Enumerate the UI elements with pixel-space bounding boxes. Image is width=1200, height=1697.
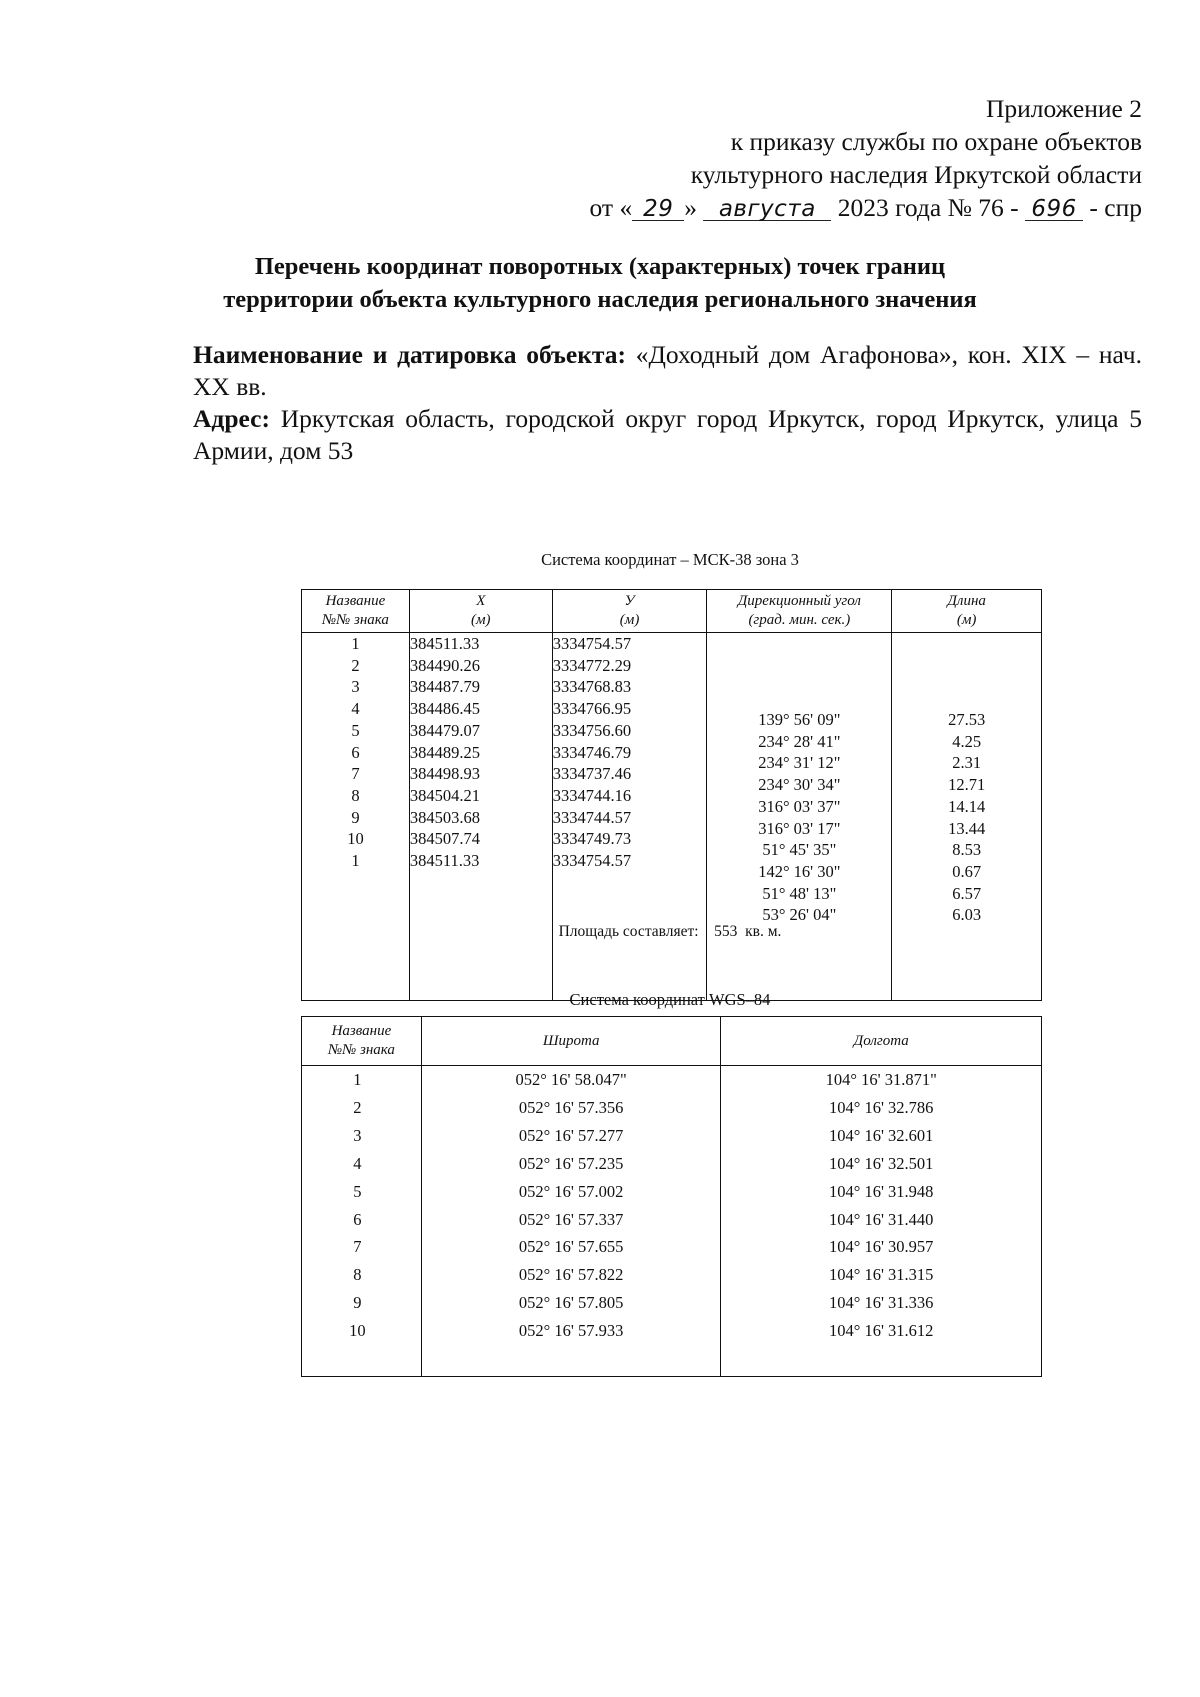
cell-value: 3334744.57 [552,807,632,827]
cell-value: 384511.33 [409,634,480,653]
cell-value: 384498.93 [409,764,480,784]
cell-value: 2.31 [952,753,982,773]
cell-value: 51° 48' 13" [762,883,837,903]
date-mid: » [684,193,697,222]
cell-value: 3334754.57 [552,634,632,653]
appendix-line-4 [590,191,1142,224]
cell-value: 384489.25 [409,742,480,762]
cell-value: 104° 16' 31.440 [828,1209,934,1229]
cell-value: 316° 03' 17" [758,818,841,838]
cell-value: 3 [353,1125,362,1145]
cell-value: 3334768.83 [552,677,632,697]
object-address-value: Иркутская область, городской округ город Иркутск, город Иркутск, улица 5 Армии, дом 53 [193,404,1142,465]
cell-value: 5 [351,720,360,740]
cell-value: 8 [353,1265,362,1285]
cell-value: 3334746.79 [552,742,632,762]
cell-value: 316° 03' 37" [758,796,841,816]
cell-value: 104° 16' 32.786 [828,1097,934,1117]
cell-value: 9 [353,1293,362,1313]
col-header-latitude: Широта [421,1017,721,1066]
cell-value: 51° 45' 35" [762,840,837,860]
area-label: Площадь составляет: [558,923,699,940]
cell-value: 3 [351,677,360,697]
cell-value: 0.67 [952,861,982,881]
cell-value: 3334766.95 [552,699,632,719]
angle-column [707,633,892,1001]
cell-value: 104° 16' 31.315 [828,1265,934,1285]
order-suffix: - спр [1089,193,1142,222]
table-header-row [302,1017,1042,1066]
cell-value: 052° 16' 58.047" [515,1070,627,1089]
cell-value: 052° 16' 57.822 [518,1265,624,1285]
table-row [302,1066,1042,1377]
cell-value: 53° 26' 04" [762,905,837,925]
cell-value: 9 [351,807,360,827]
cell-value: 052° 16' 57.655 [518,1237,624,1257]
cell-value: 2 [353,1097,362,1117]
cell-value: 234° 28' 41" [758,731,841,751]
cell-value: 3334756.60 [552,720,632,740]
wgs84-coordinates-table [301,1016,1042,1377]
object-name-label: Наименование и датировка объекта: [193,340,627,369]
cell-value: 104° 16' 31.612 [828,1321,934,1341]
cell-value: 13.44 [948,818,986,838]
cell-value: 384504.21 [409,785,480,805]
col-header-angle: Дирекционный угол (град. мин. сек.) [707,590,892,633]
points-column [302,1066,422,1377]
appendix-line-1: Приложение 2 [986,94,1142,123]
object-address-label: Адрес: [193,404,270,433]
cell-value: 14.14 [948,796,986,816]
cell-value: 104° 16' 31.336 [828,1293,934,1313]
cell-value: 10 [347,829,364,849]
handwritten-month: августа [703,198,831,221]
length-column [892,633,1042,1001]
object-address [193,403,1142,467]
points-column [302,633,410,1001]
cell-value: 10 [349,1321,366,1341]
col-header-name: Название №№ знака [302,1017,422,1066]
cell-value: 384507.74 [409,829,480,849]
area-value: 553 [714,923,738,940]
cell-value: 1 [351,851,360,871]
order-year: 2023 года № 76 - [837,193,1019,222]
handwritten-order-number: 696 [1025,198,1083,221]
cell-value: 384479.07 [409,720,480,740]
cell-value: 4 [351,699,360,719]
title-line-2: территории объекта культурного наследия регионального значения [223,286,977,313]
cell-value: 3334754.57 [552,851,632,871]
latitude-column [421,1066,721,1377]
cell-value: 104° 16' 31.871" [825,1070,937,1089]
cell-value: 052° 16' 57.805 [518,1293,624,1313]
y-column [552,633,707,1001]
col-header-y: У (м) [552,590,707,633]
cell-value: 052° 16' 57.277 [518,1125,624,1145]
cell-value: 234° 30' 34" [758,775,841,795]
cell-value: 3334744.16 [552,785,632,805]
object-info [193,339,1142,467]
object-name [193,339,1142,403]
cell-value: 104° 16' 32.601 [828,1125,934,1145]
area-line [300,923,1040,941]
cell-value: 104° 16' 31.948 [828,1181,934,1201]
cell-value: 1 [353,1070,362,1089]
cell-value: 6.03 [952,905,982,925]
cell-value: 7 [353,1237,362,1257]
cell-value: 139° 56' 09" [758,710,841,729]
cell-value: 6 [353,1209,362,1229]
cell-value: 5 [353,1181,362,1201]
table-row [302,633,1042,1001]
cell-value: 384486.45 [409,699,480,719]
appendix-header [590,92,1142,224]
cell-value: 384490.26 [409,655,480,675]
cell-value: 052° 16' 57.235 [518,1153,624,1173]
cell-value: 384487.79 [409,677,480,697]
cell-value: 1 [351,634,360,653]
cell-value: 2 [351,655,360,675]
cell-value: 052° 16' 57.933 [518,1321,624,1341]
cell-value: 3334749.73 [552,829,632,849]
cell-value: 12.71 [948,775,986,795]
cell-value: 104° 16' 30.957 [828,1237,934,1257]
cell-value: 4.25 [952,731,982,751]
appendix-line-2: к приказу службы по охране объектов [730,127,1142,156]
x-column [409,633,552,1001]
cell-value: 142° 16' 30" [758,861,841,881]
area-unit: кв. м. [745,923,782,940]
table-header-row [302,590,1042,633]
object-name-value: «Доходный дом Агафонова», кон. XIX – нач. XX вв. [193,340,1143,401]
cell-value: 4 [353,1153,362,1173]
appendix-line-3: культурного наследия Иркутской области [690,160,1142,189]
col-header-length: Длина (м) [892,590,1042,633]
cell-value: 27.53 [948,710,986,729]
table2-caption: Система координат WGS–84 [569,990,771,1009]
cell-value: 052° 16' 57.002 [518,1181,624,1201]
col-header-x: X (м) [409,590,552,633]
cell-value: 052° 16' 57.356 [518,1097,624,1117]
title-line-1: Перечень координат поворотных (характерных) точек границ [254,253,946,280]
handwritten-day: 29 [632,198,684,221]
cell-value: 384511.33 [409,851,480,871]
table1-caption: Система координат – МСК-38 зона 3 [541,550,799,569]
date-prefix: от « [589,193,633,222]
cell-value: 052° 16' 57.337 [518,1209,624,1229]
col-header-longitude: Долгота [721,1017,1042,1066]
cell-value: 104° 16' 32.501 [828,1153,934,1173]
cell-value: 6 [351,742,360,762]
col-header-name: Название №№ знака [302,590,410,633]
cell-value: 6.57 [952,883,982,903]
cell-value: 3334737.46 [552,764,632,784]
longitude-column [721,1066,1042,1377]
cell-value: 384503.68 [409,807,480,827]
cell-value: 8.53 [952,840,982,860]
cell-value: 7 [351,764,360,784]
cell-value: 234° 31' 12" [758,753,841,773]
document-title [100,250,1100,316]
cell-value: 3334772.29 [552,655,632,675]
cell-value: 8 [351,785,360,805]
